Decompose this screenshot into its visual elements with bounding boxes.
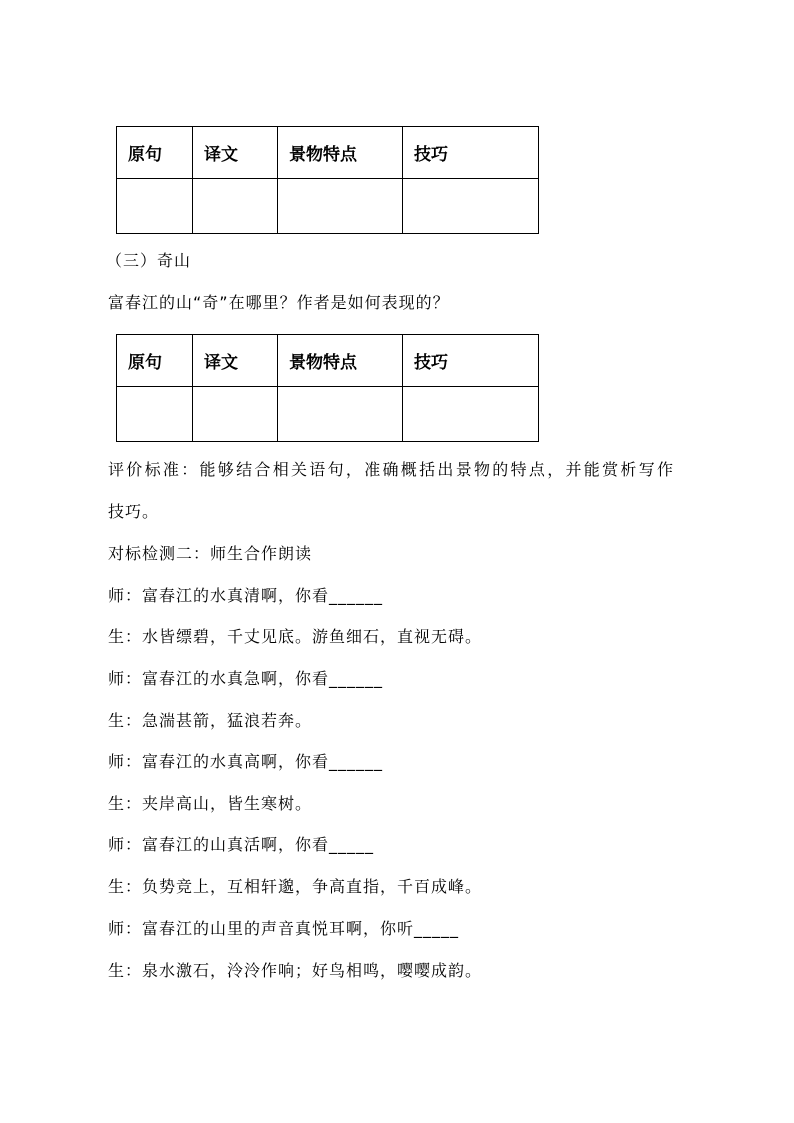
- table-cell: [117, 387, 193, 442]
- analysis-table-1: [116, 126, 539, 234]
- dialogue-line: 生：急湍甚箭，猛浪若奔。: [108, 711, 313, 730]
- dialogue-line: 生：泉水激石，泠泠作响；好鸟相鸣，嘤嘤成韵。: [108, 961, 483, 980]
- dialogue-line: 生：负势竞上，互相轩邈，争高直指，千百成峰。: [108, 877, 483, 896]
- table-cell: [193, 387, 278, 442]
- exercise-title: 对标检测二：师生合作朗读: [108, 544, 313, 563]
- header-original-sentence: 原句: [117, 127, 193, 179]
- table-cell: [278, 179, 403, 234]
- table-cell: [193, 179, 278, 234]
- section-heading: （三）奇山: [106, 251, 192, 270]
- header-translation: 译文: [193, 127, 278, 179]
- header-technique: 技巧: [403, 127, 539, 179]
- dialogue-line: 生：夹岸高山，皆生寒树。: [108, 794, 313, 813]
- table-cell: [403, 387, 539, 442]
- header-scenery-feature: 景物特点: [278, 335, 403, 387]
- dialogue-line: 师：富春江的水真急啊，你看______: [108, 669, 384, 688]
- table-row: [117, 387, 539, 442]
- dialogue-line: 师：富春江的山真活啊，你看_____: [108, 835, 375, 854]
- criteria-line-2: 技巧。: [108, 502, 160, 521]
- dialogue-line: 师：富春江的水真清啊，你看______: [108, 586, 384, 605]
- analysis-table-2: [116, 334, 539, 442]
- table-header-row: [117, 127, 539, 179]
- table-row: [117, 179, 539, 234]
- criteria-line-1: 评价标准：能够结合相关语句，准确概括出景物的特点，并能赏析写作: [108, 460, 676, 479]
- header-original-sentence: 原句: [117, 335, 193, 387]
- question-text: 富春江的山“奇”在哪里？作者是如何表现的？: [108, 293, 450, 312]
- header-technique: 技巧: [403, 335, 539, 387]
- table-cell: [403, 179, 539, 234]
- table-header-row: [117, 335, 539, 387]
- dialogue-line: 师：富春江的水真高啊，你看______: [108, 752, 384, 771]
- table-cell: [278, 387, 403, 442]
- dialogue-line: 生：水皆缥碧，千丈见底。游鱼细石，直视无碍。: [108, 627, 483, 646]
- header-translation: 译文: [193, 335, 278, 387]
- header-scenery-feature: 景物特点: [278, 127, 403, 179]
- table-cell: [117, 179, 193, 234]
- dialogue-line: 师：富春江的山里的声音真悦耳啊，你听_____: [108, 919, 460, 938]
